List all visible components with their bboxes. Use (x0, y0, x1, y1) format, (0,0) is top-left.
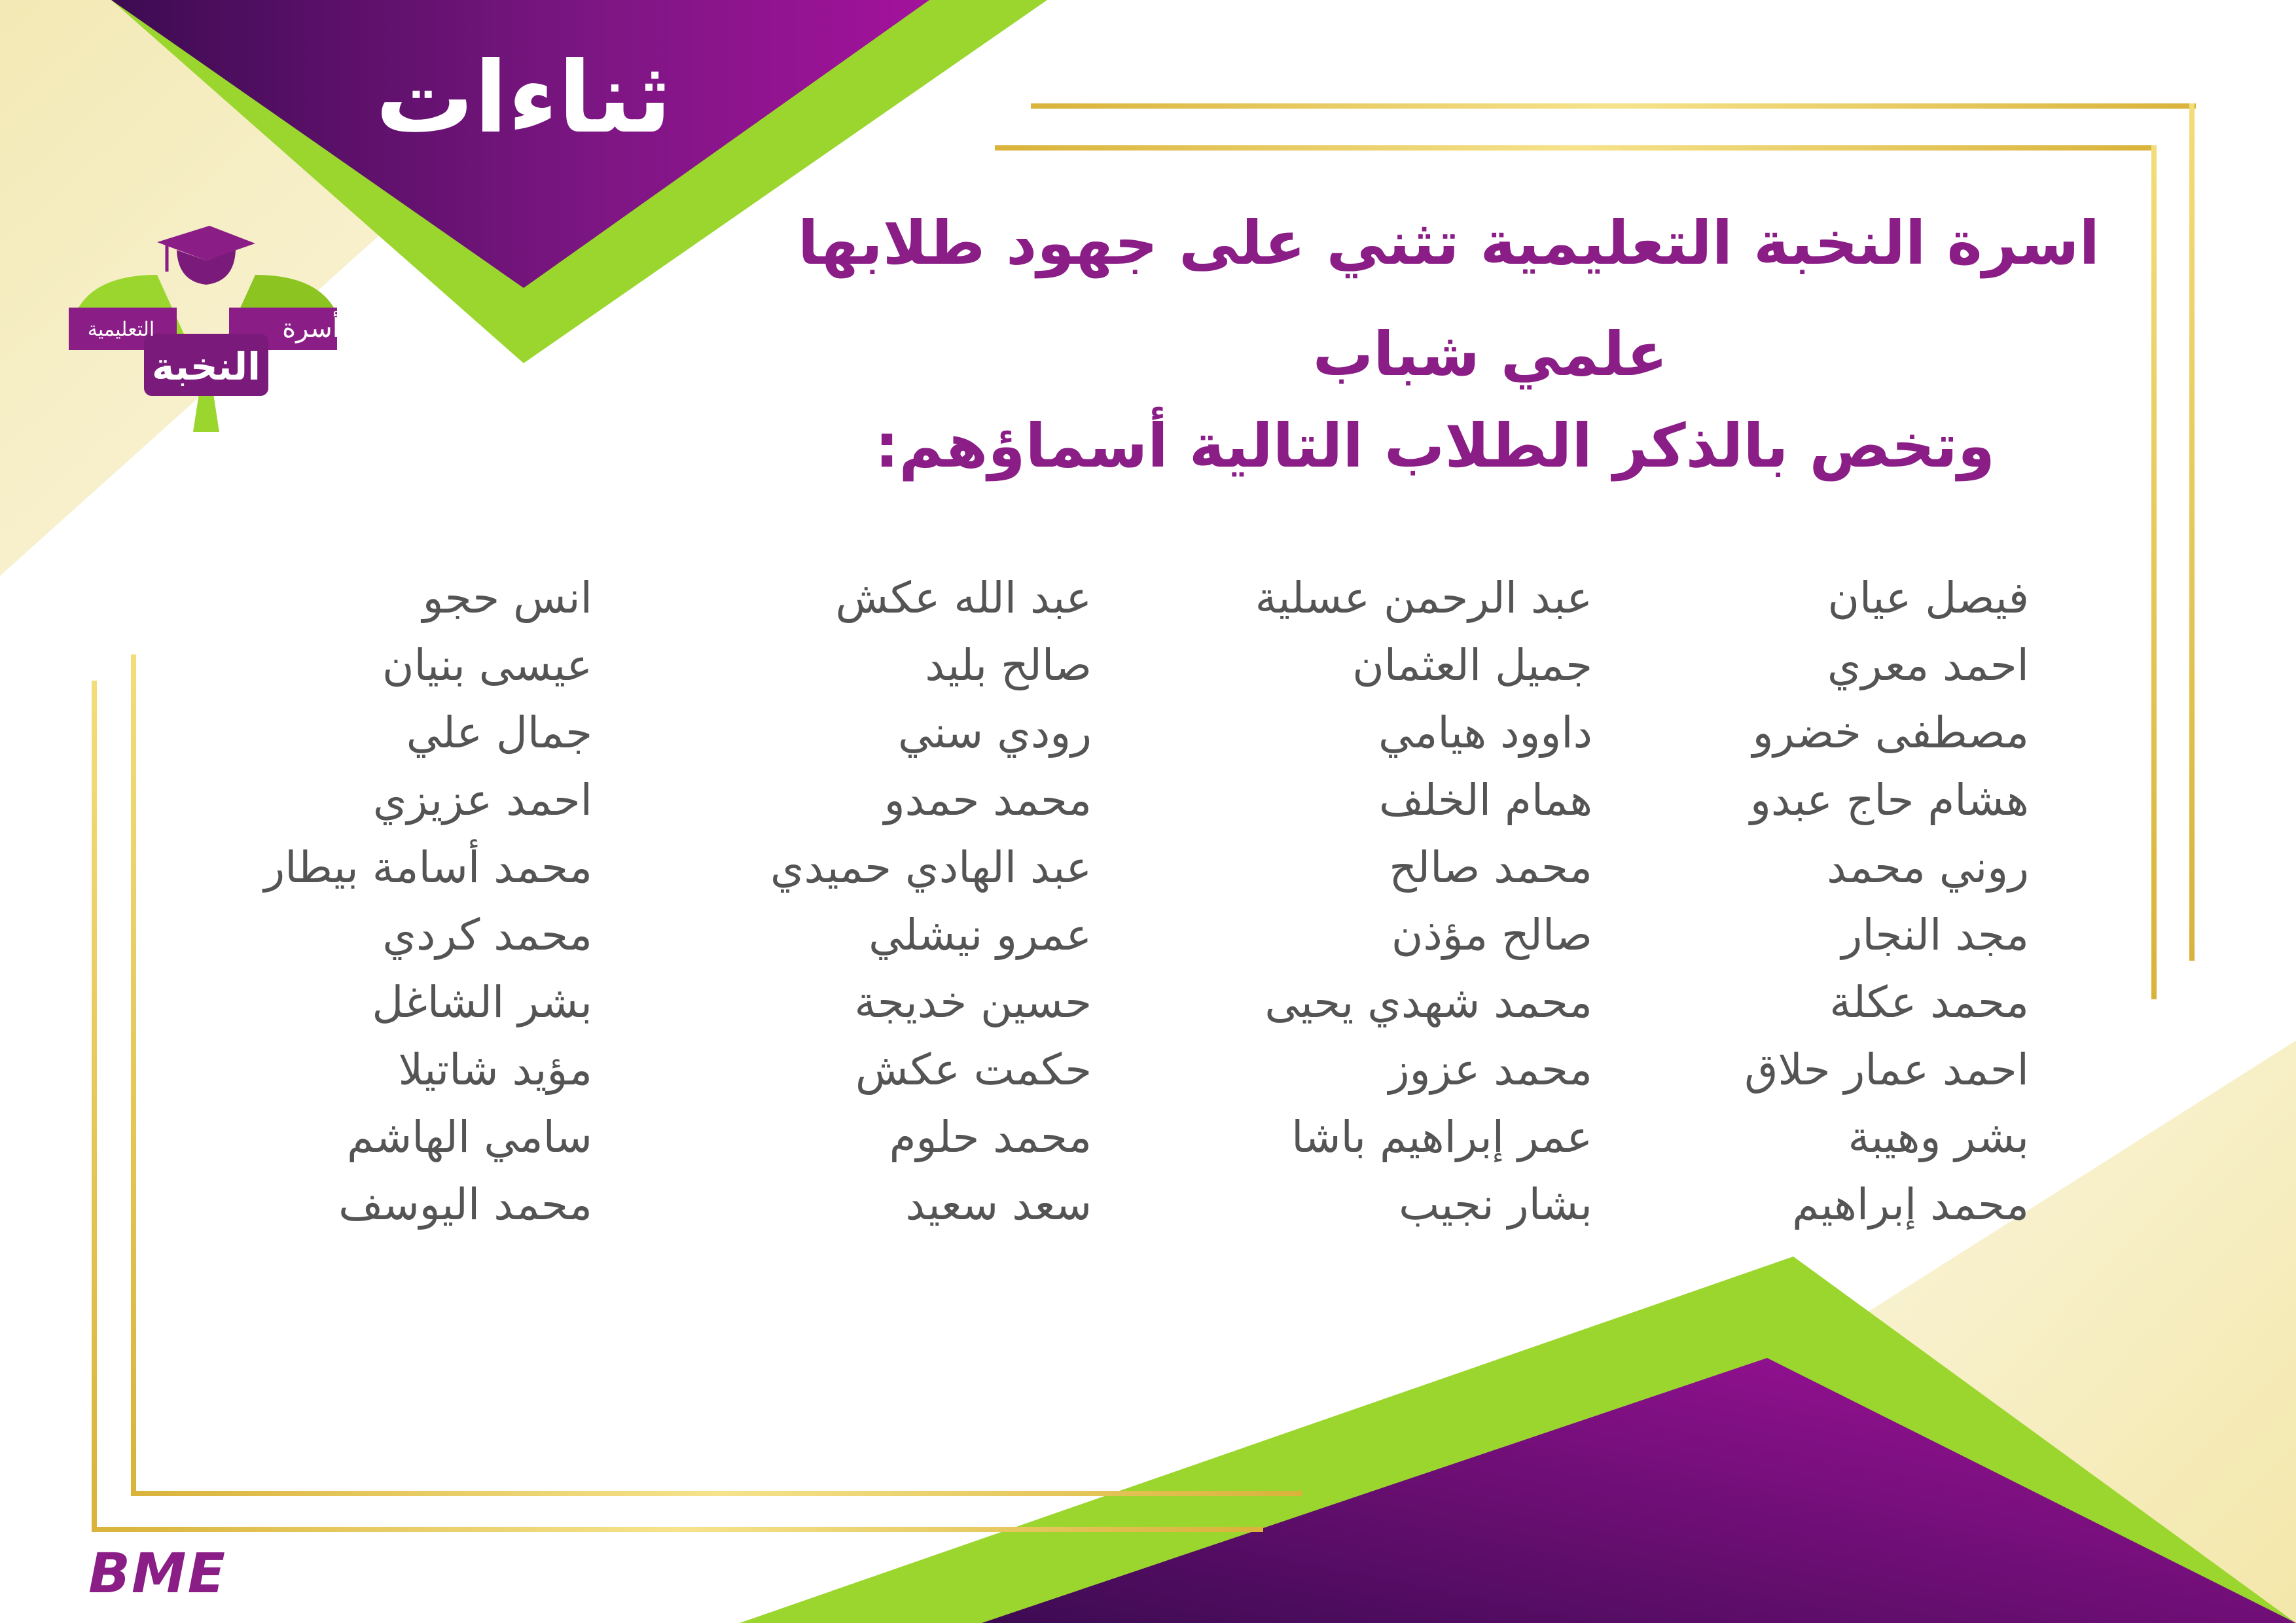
brand-logo: BME (88, 1541, 226, 1605)
student-name: عبد الهادي حميدي (770, 842, 1092, 893)
student-name: محمد كردي (382, 910, 592, 960)
student-name: محمد عزوز (1388, 1044, 1592, 1095)
student-name: انس حجو (422, 573, 592, 623)
student-name: عمرو نيشلي (869, 910, 1092, 960)
logo-emblem (59, 216, 347, 452)
student-name: احمد عزيزي (372, 775, 592, 825)
student-name: محمد أسامة بيطار (264, 842, 592, 893)
logo-text-3: النخبة (152, 344, 260, 389)
heading-line-1: اسرة النخبة التعليمية تثني على جهود طلابها (797, 208, 2100, 278)
student-name: مجد النجار (1841, 910, 2029, 960)
student-name: سعد سعيد (905, 1179, 1092, 1230)
student-name: بشار نجيب (1399, 1179, 1592, 1230)
student-name: جمال علي (406, 707, 592, 758)
student-name: صالح بليد (925, 640, 1092, 690)
student-name: داوود هيامي (1378, 707, 1592, 758)
student-name: محمد شهدي يحيى (1265, 977, 1592, 1027)
names-column-1 (1584, 564, 2029, 1238)
heading-line-2: علمي شباب (1312, 319, 1668, 389)
student-name: محمد حلوم (889, 1112, 1092, 1162)
logo-text-1: أسرة (282, 313, 340, 344)
names-column-4 (147, 564, 592, 1238)
student-name: جميل العثمان (1352, 640, 1592, 690)
student-name: حسين خديجة (854, 977, 1092, 1027)
student-name: محمد حمدو (884, 775, 1092, 825)
badge-title: ثناءات (375, 41, 672, 155)
student-name: احمد عمار حلاق (1744, 1044, 2029, 1095)
student-name: محمد إبراهيم (1792, 1179, 2029, 1230)
student-name: عبد الرحمن عسلية (1255, 573, 1592, 623)
student-name: محمد اليوسف (338, 1179, 592, 1230)
student-name: صالح مؤذن (1391, 910, 1592, 960)
student-name: مصطفى خضرو (1752, 707, 2029, 758)
logo-text-2: التعليمية (87, 318, 155, 341)
heading-line-3: وتخص بالذكر الطلاب التالية أسماؤهم: (874, 411, 1995, 481)
student-name: بشر الشاغل (372, 977, 592, 1027)
student-name: همام الخلف (1378, 775, 1592, 825)
student-name: بشر وهيبة (1848, 1112, 2029, 1162)
student-name: فيصل عيان (1827, 573, 2029, 623)
student-name: سامي الهاشم (347, 1112, 592, 1162)
student-name: عيسى بنيان (382, 640, 592, 690)
names-column-2 (1147, 564, 1592, 1238)
student-name: هشام حاج عبدو (1750, 775, 2029, 825)
student-name: مؤيد شاتيلا (398, 1044, 592, 1095)
names-column-3 (647, 564, 1092, 1238)
student-name: حكمت عكش (855, 1044, 1092, 1095)
logo (59, 216, 347, 452)
student-name: روني محمد (1827, 842, 2029, 893)
student-name: رودي سني (897, 707, 1092, 758)
student-name: عبد الله عكش (835, 573, 1092, 623)
student-name: محمد عكلة (1829, 977, 2029, 1027)
student-name: عمر إبراهيم باشا (1291, 1112, 1592, 1162)
student-name: احمد معري (1827, 640, 2029, 690)
student-name: محمد صالح (1389, 842, 1592, 893)
